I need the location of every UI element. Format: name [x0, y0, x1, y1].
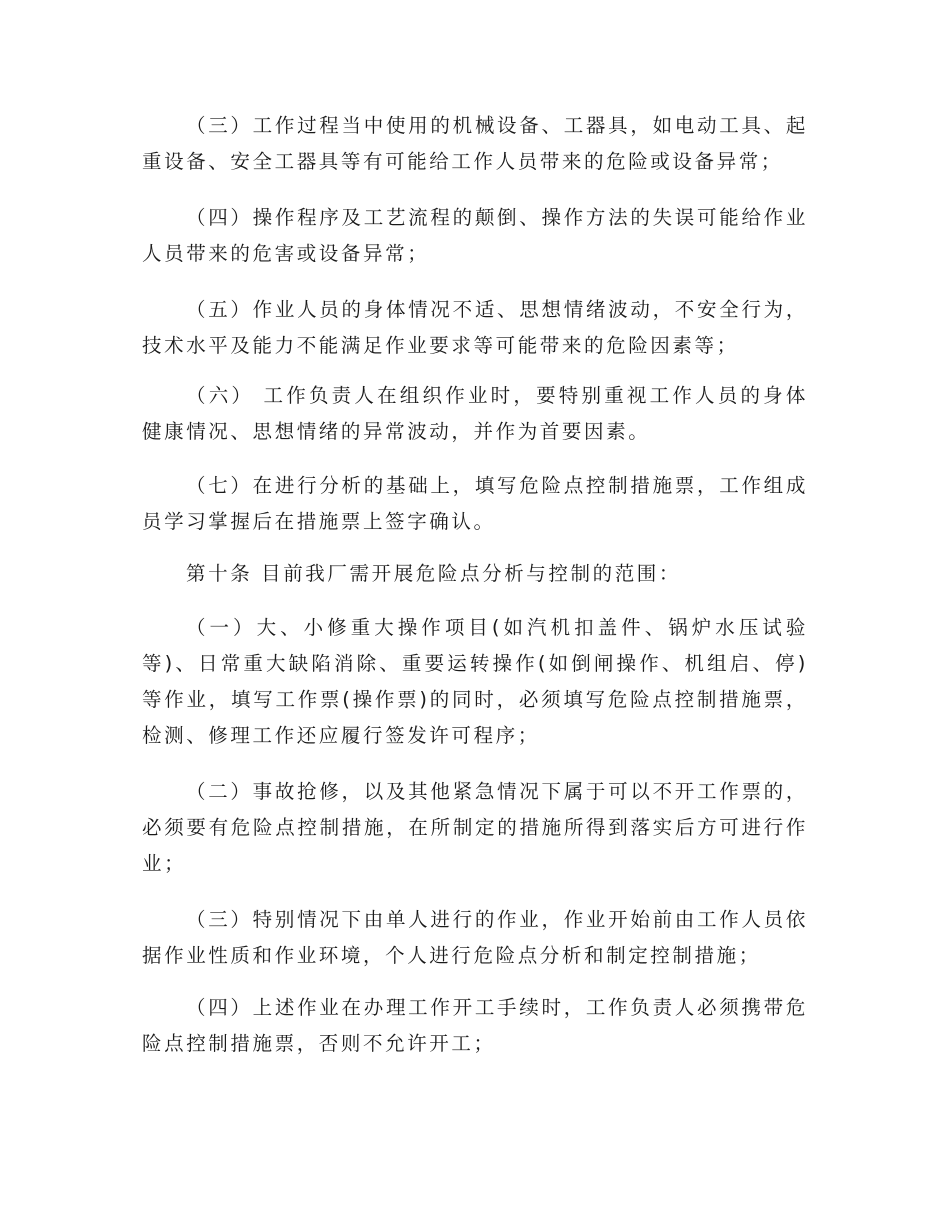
paragraph-item-3-equipment-hazards: （三）工作过程当中使用的机械设备、工器具，如电动工具、起重设备、安全工器具等有可能给工作人员带来的危险或设备异常； — [142, 114, 808, 173]
paragraph-item-6-leader-attention: （六） 工作负责人在组织作业时，要特别重视工作人员的身体健康情况、思想情绪的异常波动，并作为首要因素。 — [142, 384, 808, 443]
paragraph-item-5-personnel-condition: （五）作业人员的身体情况不适、思想情绪波动，不安全行为，技术水平及能力不能满足作业要求等可能带来的危险因素等； — [142, 298, 808, 357]
paragraph-scope-item-1: （一）大、小修重大操作项目(如汽机扣盖件、锅炉水压试验等)、日常重大缺陷消除、重要运转操作(如倒闸操作、机组启、停)等作业，填写工作票(操作票)的同时，必须填写危险点控制措施票，检测、修理工作还应履行签发许可程序； — [142, 616, 808, 747]
paragraph-scope-item-4: （四）上述作业在办理工作开工手续时，工作负责人必须携带危险点控制措施票，否则不允许开工； — [142, 996, 808, 1055]
paragraph-item-7-control-ticket: （七）在进行分析的基础上，填写危险点控制措施票，工作组成员学习掌握后在措施票上签字确认。 — [142, 474, 808, 533]
paragraph-scope-item-2: （二）事故抢修，以及其他紧急情况下属于可以不开工作票的，必须要有危险点控制措施，在所制定的措施所得到落实后方可进行作业； — [142, 780, 808, 875]
paragraph-item-4-procedure-hazards: （四）操作程序及工艺流程的颠倒、操作方法的失误可能给作业人员带来的危害或设备异常； — [142, 206, 808, 265]
article-10-heading: 第十条 目前我厂需开展危险点分析与控制的范围： — [186, 562, 681, 585]
paragraph-scope-item-3: （三）特别情况下由单人进行的作业，作业开始前由工作人员依据作业性质和作业环境，个人进行危险点分析和制定控制措施； — [142, 908, 808, 967]
